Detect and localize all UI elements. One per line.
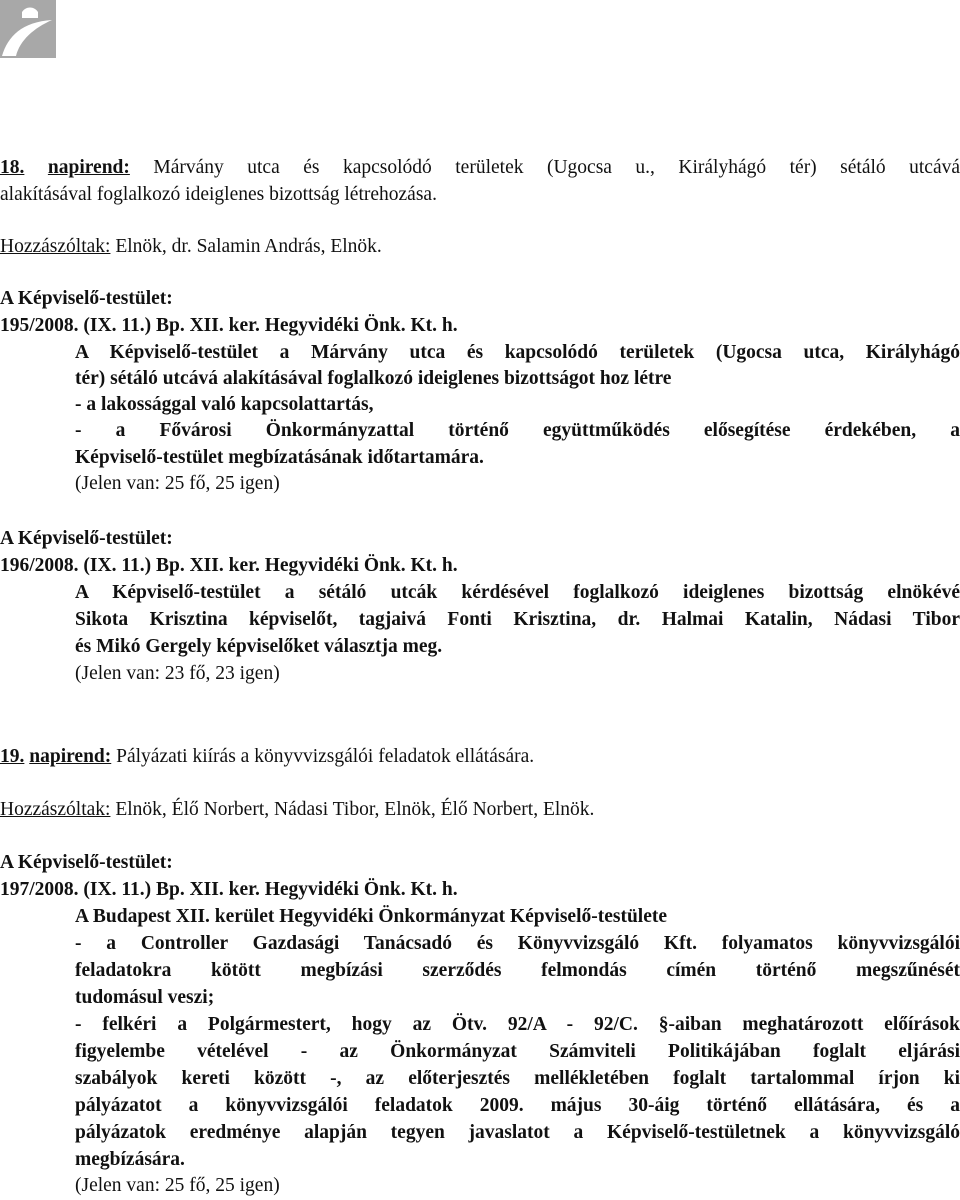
vote-result: (Jelen van: 23 fő, 23 igen) [75,663,280,684]
resolution-text-line: Sikota Krisztina képviselőt, tagjaivá Fonti Krisztina, dr. Halmai Katalin, Nádasi Tibor [75,609,960,630]
resolution-text-line: tudomásul veszi; [75,987,215,1008]
vote-result: (Jelen van: 25 fő, 25 igen) [75,1175,280,1196]
speakers-list: Elnök, dr. Salamin András, Elnök. [115,236,382,257]
resolution-text-line: pályázatot a könyvvizsgálói feladatok 2009. május 30-áig történő ellátására, és a [75,1095,960,1116]
resolution-heading: A Képviselő-testület: [0,528,173,549]
speakers-label: Hozzászóltak: [0,236,111,257]
resolution-text-line: - a Fővárosi Önkormányzattal történő együttműködés elősegítése érdekében, a [75,420,960,441]
section-sign: § [658,1014,669,1035]
resolution-ref: 195/2008. (IX. 11.) Bp. XII. ker. Hegyvidéki Önk. Kt. h. [0,315,458,336]
resolution-text-line: A Képviselő-testület a Márvány utca és kapcsolódó területek (Ugocsa utca, Királyhágó [75,342,960,363]
agenda-number: 19. [0,746,25,767]
speakers-label: Hozzászóltak: [0,799,111,820]
resolution-text-line: tér) sétáló utcává alakításával foglalkozó ideiglenes bizottságot hoz létre [75,368,672,389]
resolution-text-line: A Képviselő-testület a sétáló utcák kérdésével foglalkozó ideiglenes bizottság elnökévé [75,582,960,603]
agenda-title: Márvány utca és kapcsolódó területek (Ugocsa u., Királyhágó tér) sétáló utcává [153,157,960,178]
resolution-text-line: és Mikó Gergely képviselőket választja meg. [75,636,443,657]
agenda-label: napirend: [29,746,112,767]
resolution-text-line: - felkéri a Polgármestert, hogy az Ötv. 92/A - 92/C. §-aiban meghatározott előírások [75,1014,960,1035]
resolution-ref: 196/2008. (IX. 11.) Bp. XII. ker. Hegyvidéki Önk. Kt. h. [0,555,458,576]
resolution-text-line: figyelembe vételével - az Önkormányzat Számviteli Politikájában foglalt eljárási [75,1041,960,1062]
agenda-item-19-title [0,744,534,770]
resolution-text-line: megbízására. [75,1149,185,1170]
agenda-item-18-title [0,155,960,181]
vote-result: (Jelen van: 25 fő, 25 igen) [75,473,280,494]
resolution-heading: A Képviselő-testület: [0,852,173,873]
resolution-text-line: - a lakossággal való kapcsolattartás, [75,394,374,415]
resolution-ref: 197/2008. (IX. 11.) Bp. XII. ker. Hegyvidéki Önk. Kt. h. [0,879,458,900]
crest-logo-icon [0,0,56,58]
resolution-text-line: feladatokra kötött megbízási szerződés felmondás címén történő megszűnését [75,960,960,981]
resolution-heading: A Képviselő-testület: [0,288,173,309]
resolution-text-line: Képviselő-testület megbízatásának időtartamára. [75,447,484,468]
resolution-text-line: pályázatok eredménye alapján tegyen javaslatot a Képviselő-testületnek a könyvvizsgáló [75,1122,960,1143]
speakers-line [0,234,382,260]
resolution-text-line: - a Controller Gazdasági Tanácsadó és Könyvvizsgáló Kft. folyamatos könyvvizsgálói [75,933,960,954]
agenda-label: napirend: [47,157,130,178]
speakers-line [0,797,594,823]
agenda-number: 18. [0,157,25,178]
agenda-title-continuation: alakításával foglalkozó ideiglenes bizottság létrehozása. [0,184,437,205]
resolution-text-line: A Budapest XII. kerület Hegyvidéki Önkormányzat Képviselő-testülete [75,906,668,927]
resolution-text-line: szabályok kereti között -, az előterjesztés mellékletében foglalt tartalommal írjon ki [75,1068,960,1089]
agenda-title: Pályázati kiírás a könyvvizsgálói feladatok ellátására. [116,746,535,767]
speakers-list: Elnök, Élő Norbert, Nádasi Tibor, Elnök, Élő Norbert, Elnök. [115,799,595,820]
